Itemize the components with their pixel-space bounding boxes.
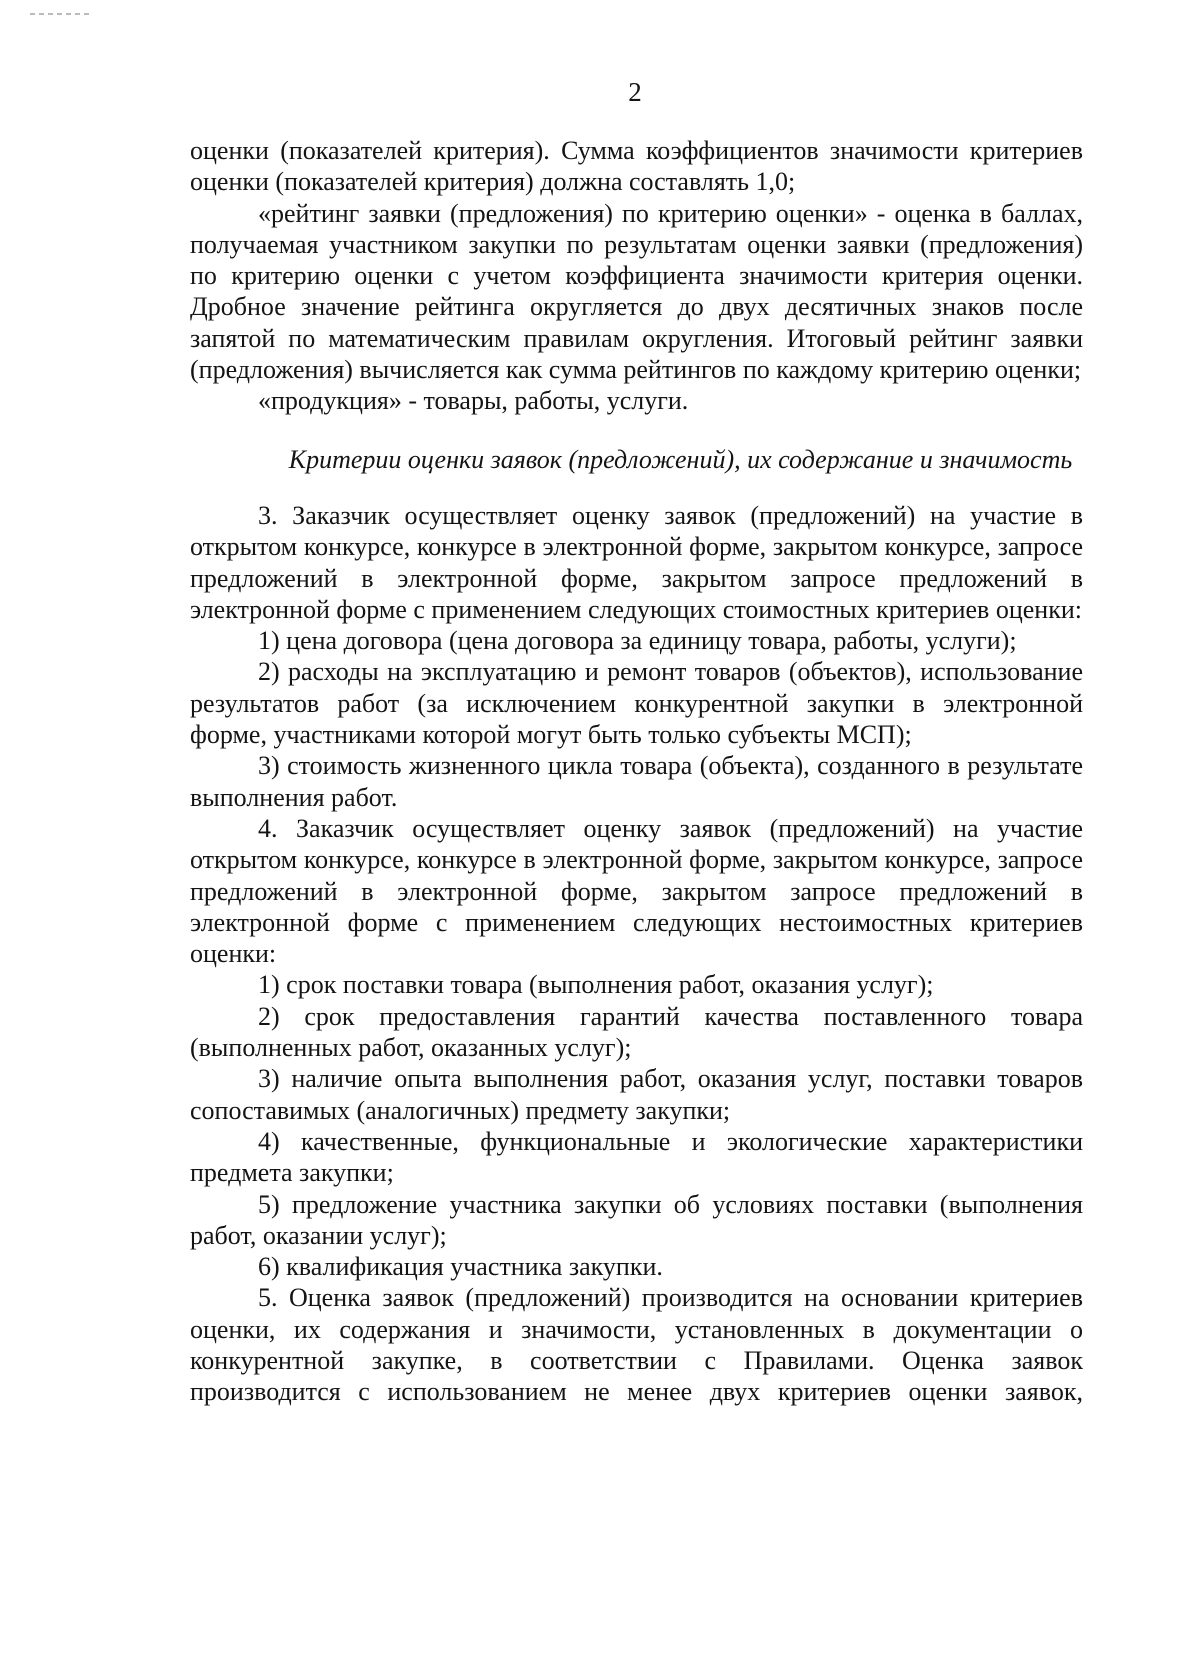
list-item-3-3: 3) стоимость жизненного цикла товара (объекта), созданного в результате выполнения работ. [190,751,1083,812]
list-item-4-5: 5) предложение участника закупки об условиях поставки (выполнения работ, оказании услуг); [190,1189,1083,1250]
paragraph-definition-rating: «рейтинг заявки (предложения) по критерию оценки» - оценка в баллах, получаемая участником закупки по результатам оценки заявки (предложения) по критерию оценки с учетом коэффициента значимости критерия оценки. Дробное значение рейтинга округляется до двух десятичных знаков после запятой по математическим правилам округления. Итоговый рейтинг заявки (предложения) вычисляется как сумма рейтингов по каждому критерию оценки; [190,198,1083,385]
list-item-4-6: 6) квалификация участника закупки. [258,1252,663,1282]
list-item-4-2: 2) срок предоставления гарантий качества поставленного товара (выполненных работ, оказанных услуг); [190,1001,1083,1063]
paragraph-item-3: 3. Заказчик осуществляет оценку заявок (предложений) на участие в открытом конкурсе, конкурсе в электронной форме, закрытом конкурсе, запросе предложений в электронной форме, закрытом запросе предложений в электронной форме с применением следующих стоимостных критериев оценки: [190,500,1083,624]
paragraph-definition-products: «продукция» - товары, работы, услуги. [258,386,689,416]
list-item-4-4: 4) качественные, функциональные и экологические характеристики предмета закупки; [190,1126,1083,1188]
paragraph-definition-weights: оценки (показателей критерия). Сумма коэффициентов значимости критериев оценки (показателей критерия) должна составлять 1,0; [190,136,1083,197]
document-body [190,135,1083,1408]
paragraph-item-5: 5. Оценка заявок (предложений) производится на основании критериев оценки, их содержания и значимости, установленных в документации о конкурентной закупке, в соответствии с Правилами. Оценка заявок производится с использованием не менее двух критериев оценки заявок, [190,1283,1083,1407]
list-item-3-1: 1) цена договора (цена договора за единицу товара, работы, услуги); [258,626,1017,656]
paragraph-item-4: 4. Заказчик осуществляет оценку заявок (предложений) на участие открытом конкурсе, конкурсе в электронной форме, закрытом конкурсе, запросе предложений в электронной форме, закрытом запросе предложений в электронной форме с применением следующих нестоимостных критериев оценки: [190,813,1083,969]
list-item-4-1: 1) срок поставки товара (выполнения работ, оказания услуг); [258,970,934,1000]
page-number: 2 [628,77,642,107]
list-item-3-2: 2) расходы на эксплуатацию и ремонт товаров (объектов), использование результатов работ (за исключением конкурентной закупки в электронной форме, участниками которой могут быть только субъекты МСП); [190,657,1083,750]
list-item-4-3: 3) наличие опыта выполнения работ, оказания услуг, поставки товаров сопоставимых (аналогичных) предмету закупки; [190,1064,1083,1125]
section-heading: Критерии оценки заявок (предложений), их содержание и значимость [288,444,1073,474]
scan-artifact [30,13,92,15]
